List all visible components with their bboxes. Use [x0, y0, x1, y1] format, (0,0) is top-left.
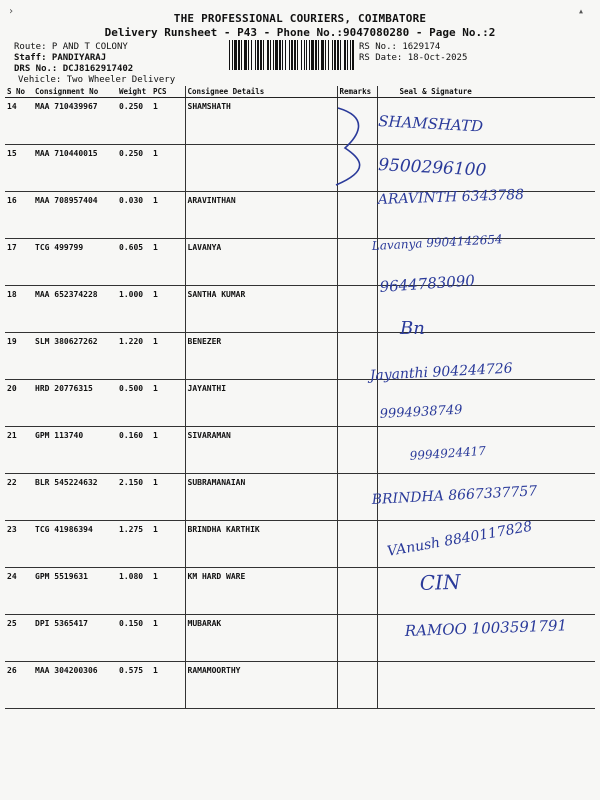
handwritten-signature: 9994924417	[409, 443, 487, 463]
table-row	[5, 98, 595, 145]
row-sno: 16	[5, 192, 33, 239]
row-remarks	[337, 380, 377, 427]
company-title: THE PROFESSIONAL COURIERS, COIMBATORE	[173, 12, 427, 25]
row-sno: 24	[5, 568, 33, 615]
row-sno: 20	[5, 380, 33, 427]
row-remarks	[337, 568, 377, 615]
row-remarks	[337, 521, 377, 568]
handwritten-signature: Bn	[400, 318, 425, 339]
row-consignee: KM HARD WARE	[185, 568, 337, 615]
handwritten-signature: ARAVINTH 6343788	[377, 186, 525, 208]
handwritten-signature: VAnush 8840117828	[385, 518, 534, 560]
table-header-row	[5, 86, 595, 98]
delivery-table	[5, 86, 595, 709]
row-remarks	[337, 474, 377, 521]
row-consignee: LAVANYA	[185, 239, 337, 286]
handwritten-signature: SHAMSHATD	[377, 112, 484, 136]
row-seal-signature	[377, 98, 595, 145]
drs-info: DRS No.: DCJ8162917402	[14, 64, 134, 74]
row-consignment-no: MAA 710439967	[33, 98, 117, 145]
row-pcs: 1	[151, 333, 185, 380]
row-pcs: 1	[151, 568, 185, 615]
row-pcs: 1	[151, 192, 185, 239]
row-pcs: 1	[151, 239, 185, 286]
col-remarks-header: Remarks	[337, 86, 377, 98]
row-consignee: ARAVINTHAN	[185, 192, 337, 239]
table-row	[5, 662, 595, 709]
row-weight: 1.080	[117, 568, 151, 615]
row-sno: 25	[5, 615, 33, 662]
row-seal-signature	[377, 286, 595, 333]
corner-mark-left: ›	[8, 6, 15, 17]
row-consignee: SUBRAMANAIAN	[185, 474, 337, 521]
row-pcs: 1	[151, 427, 185, 474]
row-consignment-no: SLM 380627262	[33, 333, 117, 380]
row-weight: 0.160	[117, 427, 151, 474]
handwritten-signature: RAMOO 1003591791	[404, 616, 568, 640]
row-consignment-no: MAA 710440015	[33, 145, 117, 192]
table-row	[5, 380, 595, 427]
row-seal-signature	[377, 518, 595, 568]
row-consignee: SANTHA KUMAR	[185, 286, 337, 333]
table-row	[5, 615, 595, 662]
col-consignment-header: Consignment No	[33, 86, 117, 98]
row-sno: 17	[5, 239, 33, 286]
row-remarks	[337, 145, 377, 192]
staff-info: Staff: PANDIYARAJ	[14, 53, 107, 63]
row-remarks	[337, 239, 377, 286]
row-weight: 0.575	[117, 662, 151, 709]
row-weight: 1.275	[117, 521, 151, 568]
row-sno: 26	[5, 662, 33, 709]
row-remarks	[337, 662, 377, 709]
corner-mark-right: ▴	[578, 6, 585, 17]
rs-number: RS No.: 1629174	[359, 42, 441, 52]
barcode-image	[229, 40, 354, 70]
row-consignment-no: HRD 20776315	[33, 380, 117, 427]
table-row	[5, 333, 595, 380]
row-weight: 1.000	[117, 286, 151, 333]
row-consignment-no: BLR 545224632	[33, 474, 117, 521]
row-seal-signature	[377, 192, 595, 239]
row-remarks	[337, 427, 377, 474]
col-seal-header: Seal & Signature	[377, 86, 595, 98]
row-consignment-no: TCG 499799	[33, 239, 117, 286]
row-seal-signature	[377, 474, 595, 521]
handwritten-signature: 9644783090	[379, 271, 476, 296]
row-consignment-no: DPI 5365417	[33, 615, 117, 662]
table-row	[5, 474, 595, 521]
handwritten-signature: Lavanya 9904142654	[371, 232, 503, 253]
row-consignee: SIVARAMAN	[185, 427, 337, 474]
vehicle-info: Vehicle: Two Wheeler Delivery	[18, 75, 176, 85]
row-seal-signature	[377, 662, 595, 709]
col-sno-header: S No	[5, 86, 33, 98]
row-seal-signature	[377, 427, 595, 474]
row-weight: 2.150	[117, 474, 151, 521]
table-row	[5, 521, 595, 568]
row-consignee: BENEZER	[185, 333, 337, 380]
row-sno: 21	[5, 427, 33, 474]
row-consignment-no: GPM 5519631	[33, 568, 117, 615]
row-sno: 19	[5, 333, 33, 380]
row-consignment-no: MAA 652374228	[33, 286, 117, 333]
row-remarks	[337, 286, 377, 333]
rs-date: RS Date: 18-Oct-2025	[359, 53, 468, 63]
row-consignee: SHAMSHATH	[185, 98, 337, 145]
row-pcs: 1	[151, 145, 185, 192]
row-pcs: 1	[151, 286, 185, 333]
row-sno: 23	[5, 521, 33, 568]
row-seal-signature	[377, 333, 595, 380]
row-sno: 14	[5, 98, 33, 145]
col-pcs-header: PCS	[151, 86, 185, 98]
row-remarks	[337, 333, 377, 380]
row-pcs: 1	[151, 615, 185, 662]
row-consignee	[185, 145, 337, 192]
row-seal-signature	[377, 615, 595, 662]
row-pcs: 1	[151, 98, 185, 145]
table-row	[5, 145, 595, 192]
table-row	[5, 427, 595, 474]
row-weight: 0.150	[117, 615, 151, 662]
route-info: Route: P AND T COLONY	[14, 42, 128, 52]
row-weight: 1.220	[117, 333, 151, 380]
row-remarks	[337, 615, 377, 662]
row-seal-signature	[377, 380, 595, 427]
row-weight: 0.500	[117, 380, 151, 427]
table-row	[5, 239, 595, 286]
handwritten-signature: BRINDHA 8667337757	[371, 483, 538, 508]
row-remarks	[337, 192, 377, 239]
col-consignee-header: Consignee Details	[185, 86, 337, 98]
row-consignee: MUBARAK	[185, 615, 337, 662]
row-remarks	[337, 98, 377, 145]
col-weight-header: Weight	[117, 86, 151, 98]
handwritten-signature: Jayanthi 904244726	[369, 360, 513, 384]
table-row	[5, 286, 595, 333]
table-row	[5, 568, 595, 615]
row-pcs: 1	[151, 380, 185, 427]
row-pcs: 1	[151, 521, 185, 568]
row-consignment-no: MAA 708957404	[33, 192, 117, 239]
row-consignment-no: GPM 113740	[33, 427, 117, 474]
row-consignee: JAYANTHI	[185, 380, 337, 427]
row-consignment-no: TCG 41986394	[33, 521, 117, 568]
row-sno: 15	[5, 145, 33, 192]
handwritten-signature: 9500296100	[377, 155, 487, 181]
row-weight: 0.250	[117, 98, 151, 145]
runsheet-subtitle: Delivery Runsheet - P43 - Phone No.:9047080280 - Page No.:2	[104, 26, 496, 39]
row-seal-signature	[377, 239, 595, 286]
row-pcs: 1	[151, 474, 185, 521]
row-weight: 0.030	[117, 192, 151, 239]
row-pcs: 1	[151, 662, 185, 709]
row-sno: 22	[5, 474, 33, 521]
handwritten-signature: CIN	[419, 569, 461, 595]
row-seal-signature	[377, 568, 595, 615]
table-row	[5, 192, 595, 239]
row-weight: 0.605	[117, 239, 151, 286]
row-weight: 0.250	[117, 145, 151, 192]
row-seal-signature	[377, 145, 595, 192]
row-consignee: RAMAMOORTHY	[185, 662, 337, 709]
handwritten-signature: 9994938749	[379, 402, 463, 422]
row-consignment-no: MAA 304200306	[33, 662, 117, 709]
row-sno: 18	[5, 286, 33, 333]
row-consignee: BRINDHA KARTHIK	[185, 521, 337, 568]
